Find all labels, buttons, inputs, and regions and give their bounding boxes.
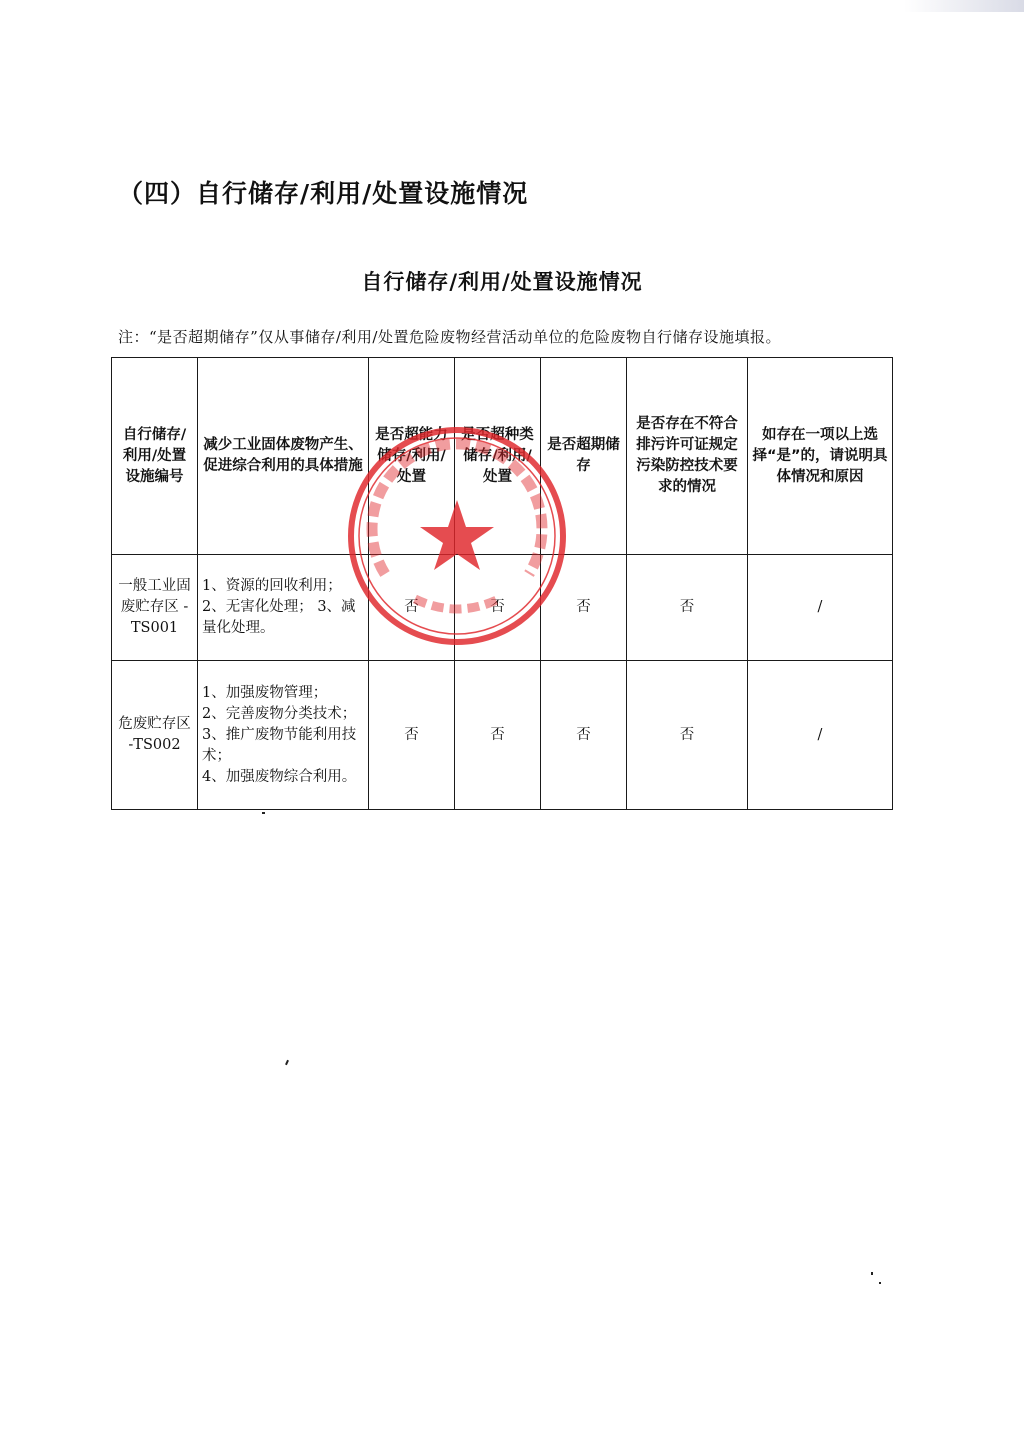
header-measures: 减少工业固体废物产生、促进综合利用的具体措施 — [198, 358, 369, 555]
header-over-period: 是否超期储存 — [541, 358, 627, 555]
cell-measures — [198, 661, 369, 810]
cell-facility-id: 危废贮存区 -TS002 — [112, 661, 198, 810]
table-title: 自行储存/利用/处置设施情况 — [361, 270, 643, 294]
scan-speck — [285, 1060, 289, 1065]
cell-measures — [198, 555, 369, 661]
facility-table — [111, 357, 893, 810]
cell-noncompliance: 否 — [627, 661, 748, 810]
table-header-row — [112, 358, 893, 555]
scan-speck — [871, 1272, 873, 1275]
header-explanation: 如存在一项以上选择“是”的，请说明具体情况和原因 — [748, 358, 893, 555]
header-over-type: 是否超种类储存/利用/处置 — [455, 358, 541, 555]
cell-over-capacity: 否 — [369, 661, 455, 810]
table-row — [112, 661, 893, 810]
header-over-capacity: 是否超能力储存/利用/处置 — [369, 358, 455, 555]
section-heading: （四）自行储存/利用/处置设施情况 — [118, 179, 529, 208]
measure-line: 2、完善废物分类技术； 3、推广废物节能利用技术； — [202, 705, 357, 764]
cell-over-period: 否 — [541, 661, 627, 810]
measures-text — [202, 576, 364, 639]
scan-speck — [879, 1282, 881, 1284]
table-note: 注：“是否超期储存”仅从事储存/利用/处置危险废物经营活动单位的危险废物自行储存设施填报。 — [118, 328, 781, 346]
scan-edge-shadow — [904, 0, 1024, 12]
cell-over-type: 否 — [455, 555, 541, 661]
scan-speck — [262, 812, 265, 814]
cell-noncompliance: 否 — [627, 555, 748, 661]
measure-line: 4、加强废物综合利用。 — [202, 768, 357, 785]
measures-text — [202, 683, 364, 788]
header-noncompliance: 是否存在不符合排污许可证规定污染防控技术要求的情况 — [627, 358, 748, 555]
cell-explanation: / — [748, 555, 893, 661]
measure-line: 1、资源的回收利用； 2、无害化处理； 3、减量化处理。 — [202, 578, 356, 636]
cell-over-period: 否 — [541, 555, 627, 661]
measure-line: 1、加强废物管理； — [202, 684, 328, 701]
header-facility-id: 自行储存/利用/处置设施编号 — [112, 358, 198, 555]
cell-facility-id: 一般工业固废贮存区 -TS001 — [112, 555, 198, 661]
table-row — [112, 555, 893, 661]
cell-over-type: 否 — [455, 661, 541, 810]
cell-explanation: / — [748, 661, 893, 810]
cell-over-capacity: 否 — [369, 555, 455, 661]
